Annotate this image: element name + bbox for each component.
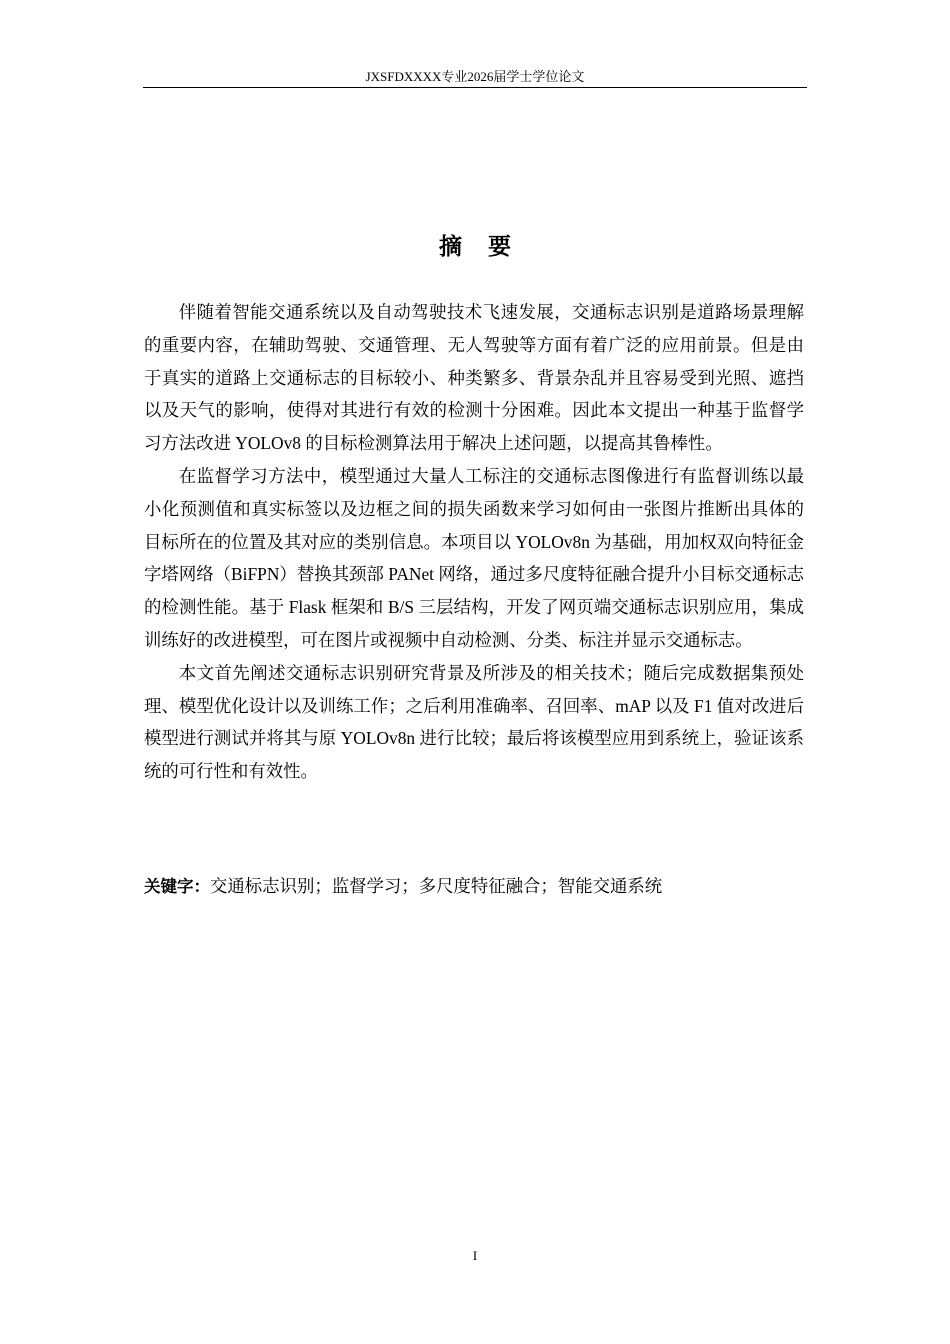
page-number: I — [472, 1248, 478, 1263]
abstract-paragraph-2: 在监督学习方法中，模型通过大量人工标注的交通标志图像进行有监督训练以最小化预测值和真实标签以及边框之间的损失函数来学习如何由一张图片推断出具体的目标所在的位置及其对应的类别信息。本项目以 YOLOv8n 为基础，用加权双向特征金字塔网络（BiFPN）替换其颈部 PANet 网络，通过多尺度特征融合提升小目标交通标志的检测性能。基于 Flask 框架和 B/S 三层结构，开发了网页端交通标志识别应用，集成训练好的改进模型，可在图片或视频中自动检测、分类、标注并显示交通标志。 — [144, 465, 804, 650]
abstract-paragraph-3: 本文首先阐述交通标志识别研究背景及所涉及的相关技术；随后完成数据集预处理、模型优化设计以及训练工作；之后利用准确率、召回率、mAP 以及 F1 值对改进后模型进行测试并将其与原 YOLOv8n 进行比较；最后将该模型应用到系统上，验证该系统的可行性和有效性。 — [144, 662, 804, 782]
keywords-label: 关键字： — [144, 877, 210, 896]
abstract-title: 摘要 — [439, 234, 537, 260]
keywords-text: 交通标志识别；监督学习；多尺度特征融合；智能交通系统 — [210, 876, 663, 896]
header-divider — [143, 87, 807, 88]
abstract-body — [144, 296, 804, 788]
running-header: JXSFDXXXX专业2026届学士学位论文 — [365, 69, 585, 84]
keywords-line — [144, 870, 804, 903]
abstract-paragraph-1: 伴随着智能交通系统以及自动驾驶技术飞速发展，交通标志识别是道路场景理解的重要内容，在辅助驾驶、交通管理、无人驾驶等方面有着广泛的应用前景。但是由于真实的道路上交通标志的目标较小、种类繁多、背景杂乱并且容易受到光照、遮挡以及天气的影响，使得对其进行有效的检测十分困难。因此本文提出一种基于监督学习方法改进 YOLOv8 的目标检测算法用于解决上述问题，以提高其鲁棒性。 — [144, 302, 804, 454]
